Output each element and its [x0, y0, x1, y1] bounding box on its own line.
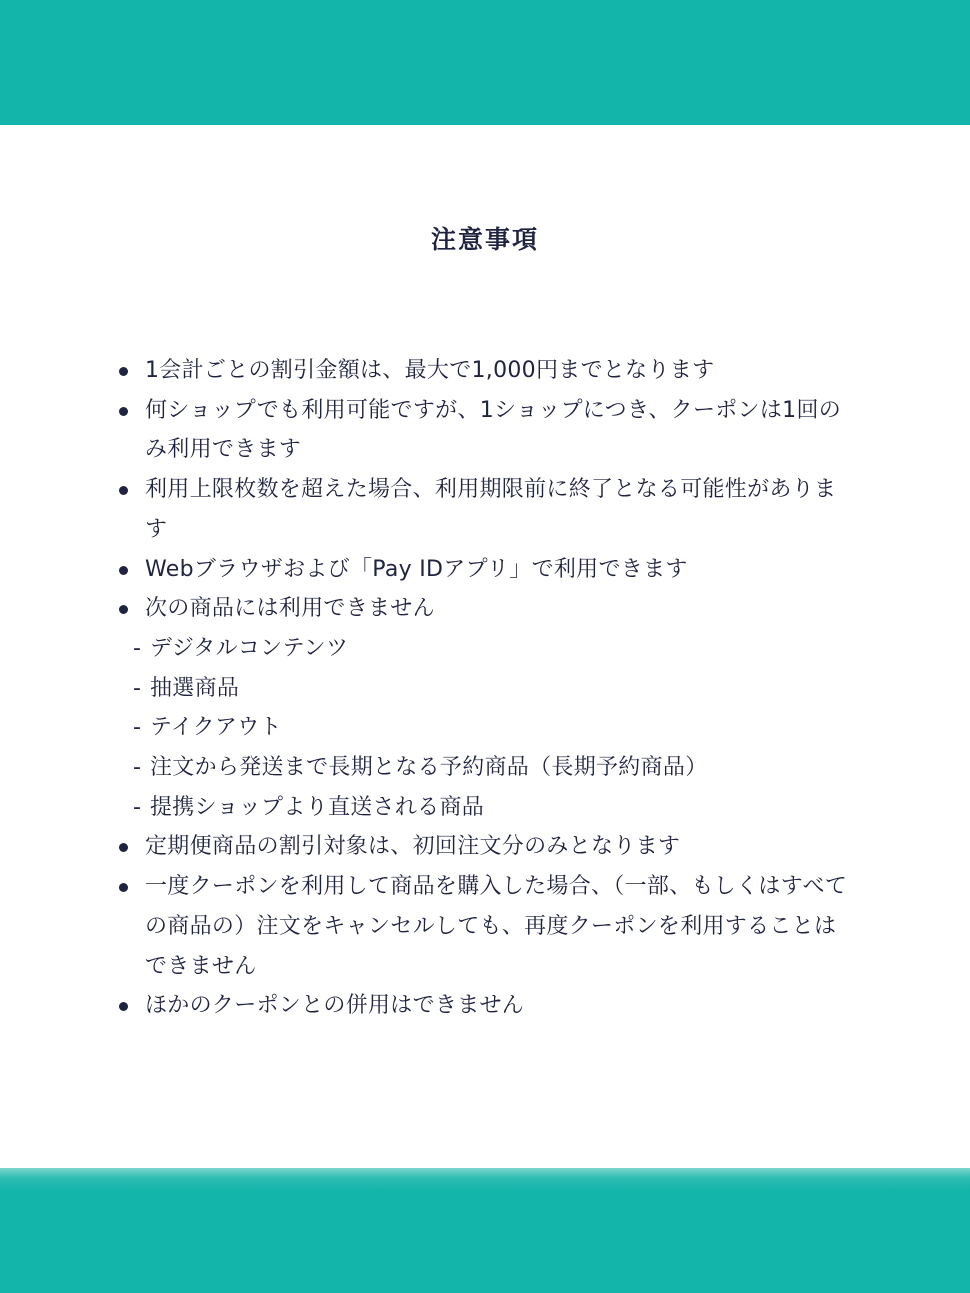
note-text: Webブラウザおよび「Pay IDアプリ」で利用できます: [145, 556, 688, 582]
note-text: 一度クーポンを利用して商品を購入した場合、（一部、もしくはすべての商品の）注文をキャンセルしても、再度クーポンを利用することはできません: [145, 874, 848, 979]
sub-list-item: [0, 669, 970, 709]
sub-item-text: 提携ショップより直送される商品: [150, 794, 485, 820]
note-text: 定期便商品の割引対象は、初回注文分のみとなります: [145, 834, 681, 860]
list-item: [0, 986, 855, 1026]
bullet-icon: [119, 367, 128, 376]
note-text: 次の商品には利用できません: [145, 596, 435, 622]
sub-list-item: [0, 788, 970, 828]
dash-marker: -: [133, 675, 142, 701]
bullet-icon: [119, 605, 128, 614]
top-banner: [0, 0, 970, 125]
bullet-icon: [119, 1002, 128, 1011]
list-item: [0, 391, 855, 470]
bullet-icon: [119, 486, 128, 495]
sub-list-item: [0, 629, 970, 669]
bullet-icon: [119, 843, 128, 852]
sub-list-item: [0, 708, 970, 748]
sub-item-text: テイクアウト: [150, 715, 282, 741]
notes-list: [0, 351, 970, 1026]
dash-marker: -: [133, 755, 142, 781]
sub-list-item: [0, 748, 970, 788]
bottom-banner: [0, 1168, 970, 1293]
sub-item-text: デジタルコンテンツ: [150, 635, 349, 661]
dash-marker: -: [133, 715, 142, 741]
bullet-icon: [119, 566, 128, 575]
list-item: [0, 867, 855, 986]
page-title: 注意事項: [430, 225, 539, 254]
note-text: ほかのクーポンとの併用はできません: [145, 993, 525, 1019]
dash-marker: -: [133, 794, 142, 820]
list-item: [0, 589, 855, 629]
list-item: [0, 470, 855, 549]
bullet-icon: [119, 407, 128, 416]
list-item: [0, 827, 855, 867]
bullet-icon: [119, 883, 128, 892]
list-item: [0, 550, 855, 590]
dash-marker: -: [133, 635, 142, 661]
note-text: 1会計ごとの割引金額は、最大で1,000円までとなります: [145, 358, 715, 383]
note-text: 何ショップでも利用可能ですが、1ショップにつき、クーポンは1回のみ利用できます: [145, 397, 842, 463]
sub-item-text: 抽選商品: [150, 675, 240, 701]
sub-item-text: 注文から発送まで長期となる予約商品（長期予約商品）: [150, 755, 708, 781]
list-item: [0, 351, 855, 391]
note-text: 利用上限枚数を超えた場合、利用期限前に終了となる可能性があります: [145, 477, 837, 542]
